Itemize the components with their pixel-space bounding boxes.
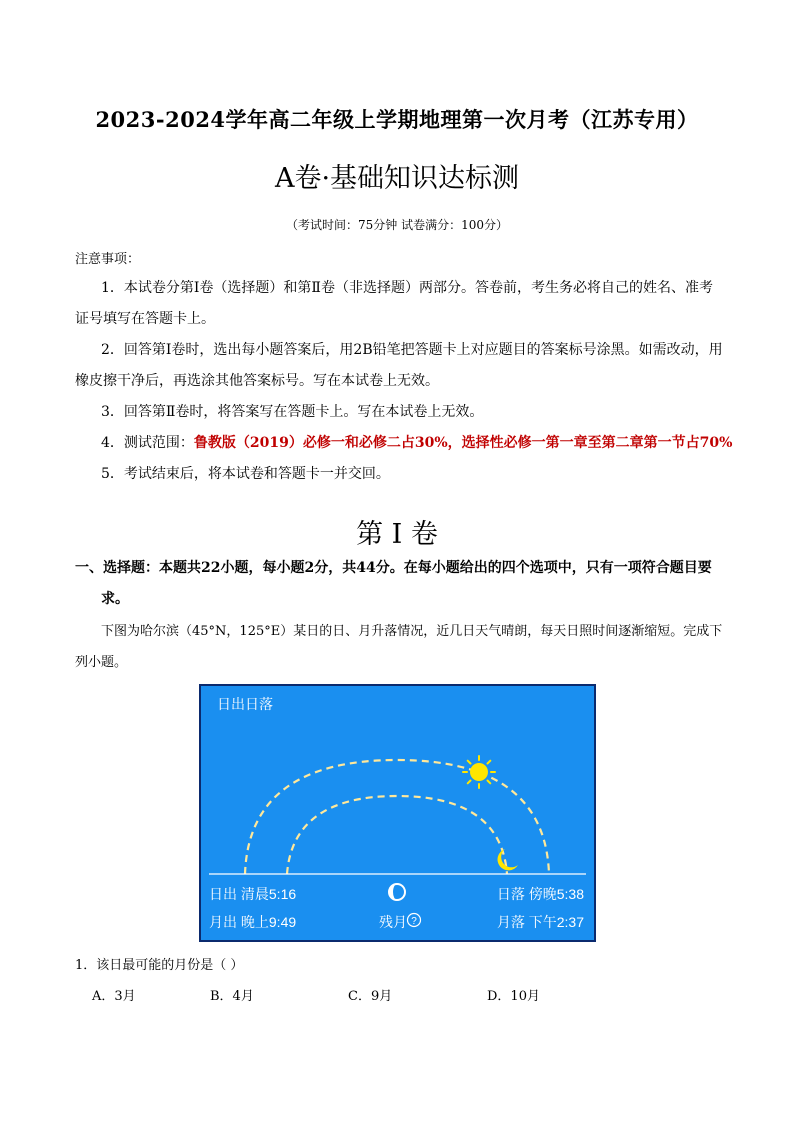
question-1-option-a: A．3月 (92, 989, 136, 1004)
exam-subtitle: A卷·基础知识达标测 (274, 163, 520, 194)
question-circle-icon (408, 914, 421, 928)
section-description-cont: 求。 (101, 591, 129, 607)
volume-title: 第 I 卷 (356, 519, 438, 550)
exam-title: 2023-2024学年高二年级上学期地理第一次月考（江苏专用） (95, 107, 699, 132)
notice-item-5: 5．考试结束后，将本试卷和答题卡一并交回。 (101, 466, 390, 482)
moon-path (287, 796, 507, 874)
sun-moon-figure (199, 684, 596, 942)
moon-phase-label: 残月 (379, 914, 407, 930)
figure-title: 日出日落 (217, 696, 273, 712)
section-label: 一、选择题 (75, 560, 145, 576)
question-1-option-d: D．10月 (487, 989, 540, 1004)
notice-item-4 (75, 428, 733, 459)
section-description: ：本题共22小题，每小题2分，共44分。在每小题给出的四个选项中，只有一项符合题目要 (145, 560, 712, 576)
question-1-stem: 1．该日最可能的月份是（ ） (75, 958, 244, 973)
question-1-option-b: B．4月 (210, 989, 254, 1004)
sun-icon (463, 756, 495, 788)
exam-info: （考试时间：75分钟 试卷满分：100分） (286, 218, 508, 232)
section-heading (75, 553, 725, 615)
notice-item-4-prefix: 4．测试范围： (101, 435, 194, 451)
notice-item-3: 3．回答第Ⅱ卷时，将答案写在答题卡上。写在本试卷上无效。 (101, 404, 484, 420)
sunset-label: 日落 傍晚5:38 (496, 886, 584, 902)
question-intro: 下图为哈尔滨（45°N，125°E）某日的日、月升落情况，近几日天气晴朗，每天日照时间逐渐缩短。完成下列小题。 (75, 624, 723, 670)
svg-text:?: ? (411, 916, 417, 927)
notice-heading: 注意事项： (75, 252, 141, 267)
notice-item-1: 1．本试卷分第Ⅰ卷（选择题）和第Ⅱ卷（非选择题）两部分。答卷前，考生务必将自己的姓名、准考证号填写在答题卡上。 (75, 280, 713, 327)
test-scope-highlight: 鲁教版（2019）必修一和必修二占30%，选择性必修一第一章至第二章第一节占70% (193, 435, 733, 451)
sunrise-label: 日出 清晨5:16 (209, 886, 297, 902)
moon-phase-icon (389, 884, 405, 900)
moon-icon (498, 849, 518, 870)
moonset-label: 月落 下午2:37 (496, 914, 584, 930)
moonrise-label: 月出 晚上9:49 (209, 914, 297, 930)
question-1-option-c: C．9月 (348, 989, 393, 1004)
notice-item-2: 2．回答第Ⅰ卷时，选出每小题答案后，用2B铅笔把答题卡上对应题目的答案标号涂黑。如需改动，用橡皮擦干净后，再选涂其他答案标号。写在本试卷上无效。 (75, 342, 723, 389)
